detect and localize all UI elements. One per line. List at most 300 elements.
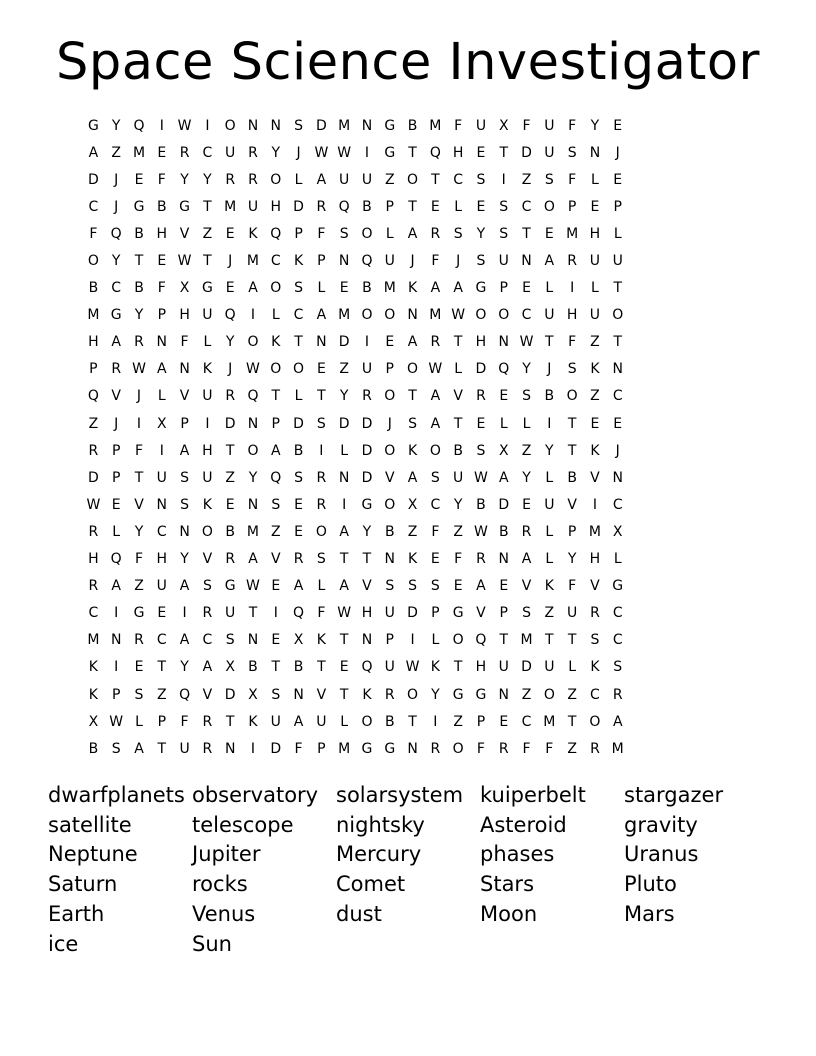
grid-row (82, 356, 742, 383)
word-list-item: Moon (480, 902, 538, 927)
grid-row (82, 735, 742, 762)
grid-letter: R (248, 171, 258, 188)
grid-letter: S (180, 496, 190, 513)
grid-letter: Q (87, 388, 99, 405)
grid-letter: A (498, 469, 509, 486)
grid-letter: O (407, 171, 419, 188)
grid-letter: B (293, 442, 304, 459)
grid-letter: Z (521, 686, 532, 703)
grid-letter: E (453, 578, 463, 595)
grid-letter: J (228, 361, 233, 378)
word-list-item: ice (48, 931, 79, 956)
grid-letter: W (109, 713, 124, 730)
grid-letter: L (157, 388, 166, 405)
grid-letter: X (293, 632, 304, 649)
grid-letter: M (588, 523, 601, 540)
grid-letter: R (88, 578, 99, 595)
grid-letter: M (87, 307, 100, 324)
grid-letter: I (364, 144, 370, 161)
grid-letter: Y (522, 361, 531, 378)
word-list-item: Mars (624, 902, 675, 927)
grid-letter: G (384, 144, 396, 161)
grid-letter: E (499, 388, 509, 405)
grid-letter: I (410, 632, 415, 649)
grid-letter: P (271, 415, 280, 432)
grid-letter: T (203, 198, 212, 215)
grid-letter: G (384, 740, 396, 757)
grid-letter: S (499, 225, 509, 242)
grid-letter: U (202, 388, 213, 405)
word-list-item: gravity (624, 812, 698, 837)
word-list-item: phases (480, 842, 555, 867)
grid-letter: J (410, 253, 415, 270)
grid-letter: B (453, 442, 463, 459)
grid-letter: E (339, 280, 349, 297)
grid-letter: L (613, 225, 622, 242)
grid-letter: R (476, 388, 486, 405)
grid-letter: N (498, 551, 509, 568)
grid-letter: K (248, 225, 258, 242)
grid-letter: R (430, 225, 441, 242)
grid-letter: M (338, 307, 351, 324)
word-list-item: nightsky (336, 812, 425, 837)
grid-letter: R (316, 496, 327, 513)
grid-letter: T (225, 442, 235, 459)
grid-letter: S (408, 578, 417, 595)
grid-letter: K (407, 442, 418, 459)
grid-letter: R (134, 334, 144, 351)
grid-letter: C (156, 523, 167, 540)
grid-letter: P (111, 442, 121, 459)
grid-letter: S (408, 415, 417, 432)
grid-letter: O (475, 307, 487, 324)
grid-letter: I (250, 307, 256, 324)
word-list-item: dwarfplanets (48, 782, 185, 807)
grid-row (82, 139, 742, 166)
grid-letter: M (383, 280, 396, 297)
grid-letter: K (316, 632, 326, 649)
grid-letter: N (338, 469, 350, 486)
grid-letter: L (340, 442, 349, 459)
grid-letter: G (110, 307, 122, 324)
grid-letter: D (293, 415, 304, 432)
grid-letter: I (364, 334, 370, 351)
word-list-item: Stars (480, 872, 535, 897)
grid-letter: D (521, 659, 532, 676)
grid-letter: X (498, 117, 509, 134)
grid-letter: L (545, 551, 554, 568)
grid-row (82, 302, 742, 329)
grid-letter: E (157, 144, 167, 161)
grid-letter: M (543, 713, 556, 730)
grid-letter: U (475, 117, 487, 134)
grid-letter: B (156, 198, 167, 215)
grid-letter: L (385, 225, 394, 242)
grid-letter: D (338, 334, 350, 351)
grid-letter: R (202, 740, 213, 757)
grid-letter: A (453, 280, 463, 297)
grid-letter: A (179, 442, 190, 459)
grid-letter: K (407, 551, 418, 568)
grid-letter: K (88, 686, 98, 703)
grid-letter: T (317, 659, 326, 676)
grid-letter: Y (545, 442, 554, 459)
grid-letter: I (159, 442, 164, 459)
grid-letter: A (476, 578, 486, 595)
grid-letter: O (270, 280, 282, 297)
word-list-item: kuiperbelt (480, 782, 586, 807)
grid-letter: A (248, 280, 258, 297)
grid-letter: E (134, 659, 144, 676)
grid-letter: T (134, 253, 144, 270)
grid-letter: I (136, 415, 142, 432)
grid-letter: S (294, 469, 304, 486)
grid-row (82, 112, 742, 139)
grid-letter: W (337, 605, 352, 622)
grid-letter: V (270, 551, 281, 568)
grid-letter: U (544, 307, 555, 324)
word-list-item: satellite (48, 812, 132, 837)
grid-letter: T (339, 686, 349, 703)
grid-letter: K (362, 686, 372, 703)
grid-letter: U (384, 253, 395, 270)
grid-letter: U (498, 659, 509, 676)
grid-letter: F (454, 551, 463, 568)
grid-letter: L (135, 713, 143, 730)
grid-letter: N (247, 117, 259, 134)
grid-letter: N (110, 632, 122, 649)
grid-letter: O (384, 496, 396, 513)
grid-letter: G (224, 578, 236, 595)
grid-letter: B (248, 659, 258, 676)
grid-letter: U (247, 198, 259, 215)
grid-letter: H (475, 659, 487, 676)
grid-letter: A (134, 740, 144, 757)
grid-letter: C (521, 307, 532, 324)
grid-letter: E (590, 198, 600, 215)
grid-letter: Y (522, 469, 531, 486)
grid-letter: C (156, 632, 167, 649)
grid-letter: T (157, 740, 167, 757)
grid-letter: O (361, 307, 373, 324)
grid-letter: T (408, 144, 417, 161)
grid-letter: R (225, 551, 236, 568)
grid-letter: U (270, 713, 281, 730)
grid-letter: K (202, 496, 212, 513)
word-list-item: Uranus (624, 842, 699, 867)
grid-letter: B (544, 388, 555, 405)
grid-letter: R (316, 469, 327, 486)
grid-letter: L (613, 551, 622, 568)
word-list-row (48, 899, 768, 929)
grid-letter: U (361, 361, 373, 378)
grid-letter: R (430, 740, 441, 757)
grid-letter: Z (521, 171, 532, 188)
grid-letter: L (431, 632, 440, 649)
grid-letter: R (476, 551, 486, 568)
grid-letter: G (384, 117, 396, 134)
grid-letter: E (111, 496, 121, 513)
grid-letter: G (475, 686, 487, 703)
grid-row (82, 654, 742, 681)
grid-letter: M (224, 198, 237, 215)
grid-letter: S (476, 442, 486, 459)
grid-letter: U (384, 659, 395, 676)
grid-letter: D (338, 415, 350, 432)
grid-letter: Y (111, 253, 121, 270)
grid-letter: L (522, 415, 531, 432)
grid-letter: I (547, 415, 552, 432)
page-title: Space Science Investigator (56, 33, 760, 92)
grid-letter: Z (384, 171, 395, 188)
grid-letter: N (179, 523, 190, 540)
grid-letter: H (88, 334, 99, 351)
grid-letter: S (294, 117, 304, 134)
word-list-item: Comet (336, 872, 406, 897)
grid-letter: E (271, 632, 281, 649)
word-list-item: Sun (192, 931, 232, 956)
grid-letter: Q (270, 225, 282, 242)
grid-letter: D (498, 496, 510, 513)
grid-letter: E (385, 334, 395, 351)
grid-row (82, 573, 742, 600)
grid-letter: G (201, 280, 213, 297)
grid-letter: I (592, 496, 597, 513)
grid-letter: F (568, 171, 577, 188)
grid-letter: U (225, 144, 236, 161)
grid-letter: N (293, 686, 304, 703)
grid-letter: F (568, 578, 577, 595)
grid-letter: K (202, 361, 212, 378)
grid-row (82, 437, 742, 464)
grid-letter: D (270, 740, 282, 757)
grid-letter: J (228, 253, 233, 270)
grid-letter: H (475, 334, 487, 351)
grid-letter: F (89, 225, 98, 242)
grid-letter: D (407, 605, 418, 622)
grid-letter: O (293, 361, 305, 378)
grid-letter: X (612, 523, 623, 540)
grid-letter: S (453, 225, 463, 242)
grid-letter: T (613, 280, 622, 297)
grid-letter: A (521, 551, 532, 568)
grid-letter: Y (111, 117, 121, 134)
grid-letter: T (567, 442, 577, 459)
grid-letter: L (591, 280, 599, 297)
grid-letter: B (88, 740, 99, 757)
grid-letter: C (270, 253, 281, 270)
grid-letter: T (362, 551, 372, 568)
grid-letter: N (247, 632, 259, 649)
grid-letter: J (114, 198, 119, 215)
grid-letter: U (453, 469, 464, 486)
grid-letter: S (339, 225, 349, 242)
grid-letter: I (570, 280, 575, 297)
grid-letter: V (362, 578, 372, 595)
grid-letter: G (133, 198, 145, 215)
grid-letter: M (246, 253, 260, 270)
grid-letter: S (294, 280, 304, 297)
grid-letter: N (247, 415, 259, 432)
grid-letter: U (156, 469, 167, 486)
grid-letter: F (545, 740, 554, 757)
grid-row (82, 166, 742, 193)
grid-letter: N (407, 740, 418, 757)
grid-letter: B (362, 198, 372, 215)
grid-letter: V (521, 578, 532, 595)
grid-letter: S (567, 144, 577, 161)
grid-row (82, 220, 742, 247)
grid-letter: T (203, 253, 212, 270)
grid-letter: M (338, 117, 351, 134)
grid-letter: L (112, 523, 121, 540)
grid-letter: P (499, 605, 508, 622)
grid-letter: Y (134, 307, 144, 324)
grid-letter: Q (133, 117, 145, 134)
word-list-item: Neptune (48, 842, 138, 867)
grid-letter: K (544, 578, 554, 595)
word-list-item: telescope (192, 812, 294, 837)
grid-letter: O (270, 361, 282, 378)
grid-letter: T (453, 659, 463, 676)
grid-letter: L (545, 280, 554, 297)
grid-letter: F (431, 523, 440, 540)
grid-letter: Y (180, 171, 189, 188)
grid-letter: U (156, 578, 167, 595)
grid-letter: Y (134, 523, 144, 540)
grid-letter: V (590, 578, 600, 595)
grid-letter: E (613, 171, 623, 188)
grid-letter: Y (203, 171, 212, 188)
grid-letter: E (294, 523, 303, 540)
grid-letter: X (248, 686, 258, 703)
grid-letter: J (615, 442, 620, 459)
grid-letter: E (225, 496, 235, 513)
grid-letter: K (430, 659, 440, 676)
grid-letter: O (407, 686, 419, 703)
grid-letter: Z (134, 578, 144, 595)
grid-letter: R (384, 686, 395, 703)
grid-letter: Z (407, 523, 418, 540)
grid-letter: N (247, 496, 259, 513)
grid-letter: Y (271, 144, 281, 161)
grid-letter: R (88, 523, 99, 540)
grid-letter: D (361, 469, 373, 486)
grid-letter: S (430, 469, 440, 486)
grid-letter: L (317, 578, 326, 595)
grid-letter: C (612, 605, 623, 622)
grid-letter: G (612, 578, 624, 595)
grid-letter: U (544, 659, 555, 676)
grid-letter: T (408, 388, 417, 405)
grid-row (82, 193, 742, 220)
grid-letter: B (384, 713, 395, 730)
grid-letter: K (407, 280, 418, 297)
grid-letter: P (89, 361, 98, 378)
grid-letter: E (316, 361, 326, 378)
grid-letter: R (293, 551, 304, 568)
grid-letter: R (521, 523, 532, 540)
grid-letter: X (498, 442, 509, 459)
grid-letter: R (179, 144, 190, 161)
grid-letter: I (433, 713, 438, 730)
grid-letter: J (547, 361, 552, 378)
grid-row (82, 546, 742, 573)
grid-letter: S (476, 253, 486, 270)
grid-letter: L (545, 523, 554, 540)
grid-letter: M (611, 740, 624, 757)
grid-letter: T (431, 171, 440, 188)
grid-letter: I (342, 496, 347, 513)
grid-letter: V (567, 496, 577, 513)
grid-letter: V (179, 388, 190, 405)
grid-letter: U (339, 171, 350, 188)
grid-letter: C (590, 686, 600, 703)
grid-letter: S (316, 551, 326, 568)
grid-letter: S (590, 632, 600, 649)
grid-letter: T (613, 334, 622, 351)
grid-letter: S (180, 469, 190, 486)
grid-letter: S (271, 686, 281, 703)
grid-letter: F (454, 117, 463, 134)
grid-letter: W (132, 361, 146, 378)
grid-letter: E (225, 280, 235, 297)
grid-letter: O (384, 442, 396, 459)
grid-letter: P (317, 740, 326, 757)
grid-letter: O (543, 686, 555, 703)
grid-letter: R (202, 713, 213, 730)
grid-letter: S (271, 496, 281, 513)
grid-letter: R (248, 144, 258, 161)
grid-row (82, 518, 742, 545)
grid-letter: H (156, 551, 168, 568)
grid-letter: A (430, 415, 441, 432)
grid-letter: F (476, 740, 485, 757)
grid-letter: V (453, 388, 463, 405)
grid-letter: M (429, 307, 442, 324)
grid-letter: P (317, 253, 326, 270)
grid-letter: Z (544, 605, 555, 622)
grid-letter: C (612, 632, 623, 649)
grid-letter: V (202, 551, 213, 568)
grid-letter: S (111, 740, 121, 757)
grid-letter: L (271, 307, 280, 324)
grid-letter: I (273, 605, 278, 622)
grid-row (82, 627, 742, 654)
grid-letter: T (545, 632, 554, 649)
grid-letter: X (225, 659, 235, 676)
grid-letter: B (498, 523, 509, 540)
grid-letter: P (385, 198, 394, 215)
grid-letter: D (88, 469, 99, 486)
grid-letter: A (248, 551, 258, 568)
grid-letter: S (316, 415, 326, 432)
word-list-row (48, 840, 768, 870)
grid-letter: H (202, 442, 213, 459)
grid-letter: Z (590, 334, 600, 351)
grid-letter: E (522, 280, 531, 297)
grid-letter: J (114, 171, 119, 188)
grid-letter: X (88, 713, 99, 730)
grid-letter: B (476, 496, 486, 513)
grid-letter: U (544, 144, 555, 161)
grid-letter: F (134, 442, 144, 459)
grid-letter: W (474, 469, 488, 486)
grid-letter: Z (521, 442, 532, 459)
grid-letter: L (499, 415, 508, 432)
grid-letter: N (316, 334, 327, 351)
grid-letter: L (294, 171, 303, 188)
